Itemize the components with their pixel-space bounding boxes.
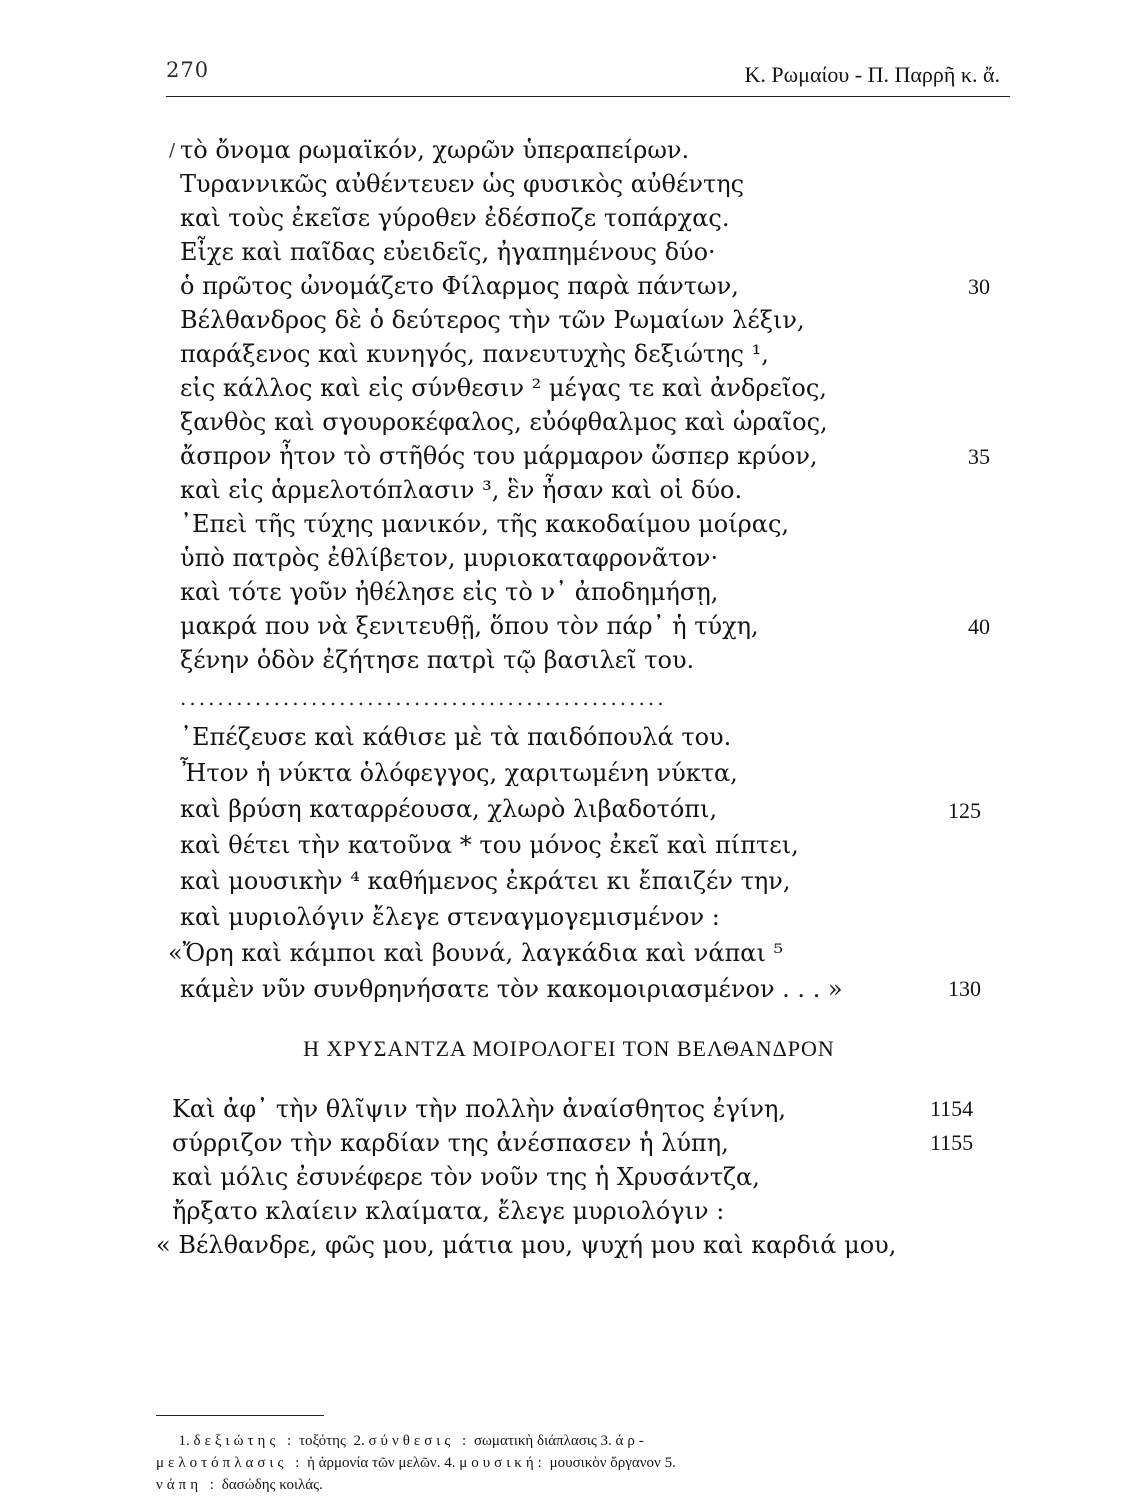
footnote-rule xyxy=(156,1415,324,1416)
footnote-term: δεξιώτης : xyxy=(193,1433,296,1449)
margin-mark: / xyxy=(169,140,176,161)
verse-line: καὶ βρύση καταρρέουσα, χλωρὸ λιβαδοτόπι, xyxy=(180,795,718,823)
verse-line: ἤρξατο κλαίειν κλαίματα, ἔλεγε μυριολόγιν : xyxy=(172,1197,725,1225)
verse-line: Καὶ ἀφ᾿ τὴν θλῖψιν τὴν πολλὴν ἀναίσθητος ἐγίνη, xyxy=(172,1095,786,1123)
verse-line: μακρά που νὰ ξενιτευθῇ, ὅπου τὸν πάρ᾿ ἡ τύχη, xyxy=(180,612,759,640)
verse-line: ξένην ὁδὸν ἐζήτησε πατρὶ τῷ βασιλεῖ του. xyxy=(180,646,695,674)
footnote-number: 2. xyxy=(353,1433,365,1449)
verse-line: ᾿Επεὶ τῆς τύχης μανικόν, τῆς κακοδαίμου μοίρας, xyxy=(180,510,790,538)
page-number: 270 xyxy=(166,58,210,82)
verse-line: καὶ τότε γοῦν ἠθέλησε εἰς τὸ ν᾿ ἀποδημήσῃ, xyxy=(180,578,719,606)
verse-line: ὑπὸ πατρὸς ἐθλίβετον, μυριοκαταφρονᾶτον· xyxy=(180,544,719,572)
verse-line: Εἶχε καὶ παῖδας εὐειδεῖς, ἠγαπημένους δύο· xyxy=(180,238,716,266)
ellipsis-divider: .................................................... xyxy=(180,686,667,710)
footnote-number: 3. xyxy=(600,1433,612,1449)
section-heading: Η ΧΡΥΣΑΝΤΖΑ ΜΟΙΡΟΛΟΓΕΙ ΤΟΝ ΒΕΛΘΑΝΔΡΟΝ xyxy=(303,1036,835,1061)
line-number: 130 xyxy=(948,976,981,1001)
footnote-term: μελοτόπλασις : xyxy=(156,1455,304,1471)
verse-line: «Ὄρη καὶ κάμποι καὶ βουνά, λαγκάδια καὶ νάπαι ⁵ xyxy=(168,939,784,967)
line-number: 40 xyxy=(968,614,990,639)
footnote-term: σύνθεσις : xyxy=(368,1433,471,1449)
verse-line: « Βέλθανδρε, φῶς μου, μάτια μου, ψυχή μου καὶ καρδιά μου, xyxy=(156,1231,897,1259)
verse-line: καὶ μυριολόγιν ἔλεγε στεναγμογεμισμένον : xyxy=(180,903,720,931)
verse-line: κάμὲν νῦν συνθρηνήσατε τὸν κακομοιριασμένον . . . » xyxy=(180,975,843,1003)
verse-line: ἄσπρον ἦτον τὸ στῆθός του μάρμαρον ὥσπερ κρύον, xyxy=(180,442,818,470)
footnote-definition: μουσικὸν ὄργανον xyxy=(549,1455,661,1471)
footnote-number: 1. xyxy=(178,1433,190,1449)
verse-line: Τυραννικῶς αὐθέντευεν ὡς φυσικὸς αὐθέντης xyxy=(180,170,745,198)
verse-line: σύρριζον τὴν καρδίαν της ἀνέσπασεν ἡ λύπη, xyxy=(172,1129,729,1157)
footnote-line xyxy=(156,1452,1016,1474)
footnote-definition: ἡ ἁρμονία τῶν μελῶν. xyxy=(307,1455,441,1471)
footnote-number: 5. xyxy=(664,1455,676,1471)
line-number: 125 xyxy=(948,798,981,823)
line-number: 30 xyxy=(968,274,990,299)
footnote-definition: τοξότης xyxy=(298,1433,346,1449)
verse-line: ὁ πρῶτος ὠνομάζετο Φίλαρμος παρὰ πάντων, xyxy=(180,272,739,300)
verse-line: Βέλθανδρος δὲ ὁ δεύτερος τὴν τῶν Ρωμαίων λέξιν, xyxy=(180,306,805,334)
verse-line: Ἦτον ἡ νύκτα ὁλόφεγγος, χαριτωμένη νύκτα, xyxy=(180,759,738,787)
footnote-term: νάπη : xyxy=(156,1477,218,1493)
line-number: 35 xyxy=(968,444,990,469)
line-number: 1155 xyxy=(930,1130,974,1155)
verse-line: καὶ εἰς ἁρμελοτόπλασιν ³, ἓν ἦσαν καὶ οἱ δύο. xyxy=(180,476,743,504)
verse-line: καὶ μόλις ἐσυνέφερε τὸν νοῦν της ἡ Χρυσάντζα, xyxy=(172,1163,760,1191)
footnote-line xyxy=(156,1430,1016,1452)
verse-line: παράξενος καὶ κυνηγός, πανευτυχὴς δεξιώτης ¹, xyxy=(180,340,769,368)
header-rule xyxy=(166,96,1010,97)
footnote-line xyxy=(156,1474,1016,1496)
verse-line: καὶ τοὺς ἐκεῖσε γύροθεν ἐδέσποζε τοπάρχας. xyxy=(180,204,730,232)
footnote-definition: σωματικὴ διάπλασις xyxy=(473,1433,597,1449)
footnotes xyxy=(156,1430,1016,1496)
verse-line: εἰς κάλλος καὶ εἰς σύνθεσιν ² μέγας τε καὶ ἀνδρεῖος, xyxy=(180,374,827,402)
verse-line: ξανθὸς καὶ σγουροκέφαλος, εὐόφθαλμος καὶ ὡραῖος, xyxy=(180,408,828,436)
line-number: 1154 xyxy=(930,1096,974,1121)
running-head: Κ. Ρωμαίου - Π. Παρρῆ κ. ἄ. xyxy=(744,62,1000,87)
footnote-term: άρ- xyxy=(615,1433,648,1449)
verse-line: καὶ θέτει τὴν κατοῦνα * του μόνος ἐκεῖ καὶ πίπτει, xyxy=(180,831,799,859)
verse-line: ᾿Επέζευσε καὶ κάθισε μὲ τὰ παιδόπουλά του. xyxy=(180,723,732,751)
footnote-number: 4. xyxy=(444,1455,456,1471)
footnote-definition: δασώδης κοιλάς. xyxy=(221,1477,323,1493)
footnote-term: μουσική: xyxy=(459,1455,546,1471)
verse-line: τὸ ὄνομα ρωμαϊκόν, χωρῶν ὑπεραπείρων. xyxy=(180,136,690,164)
verse-line: καὶ μουσικὴν ⁴ καθήμενος ἐκράτει κι ἔπαιζέν την, xyxy=(180,867,791,895)
